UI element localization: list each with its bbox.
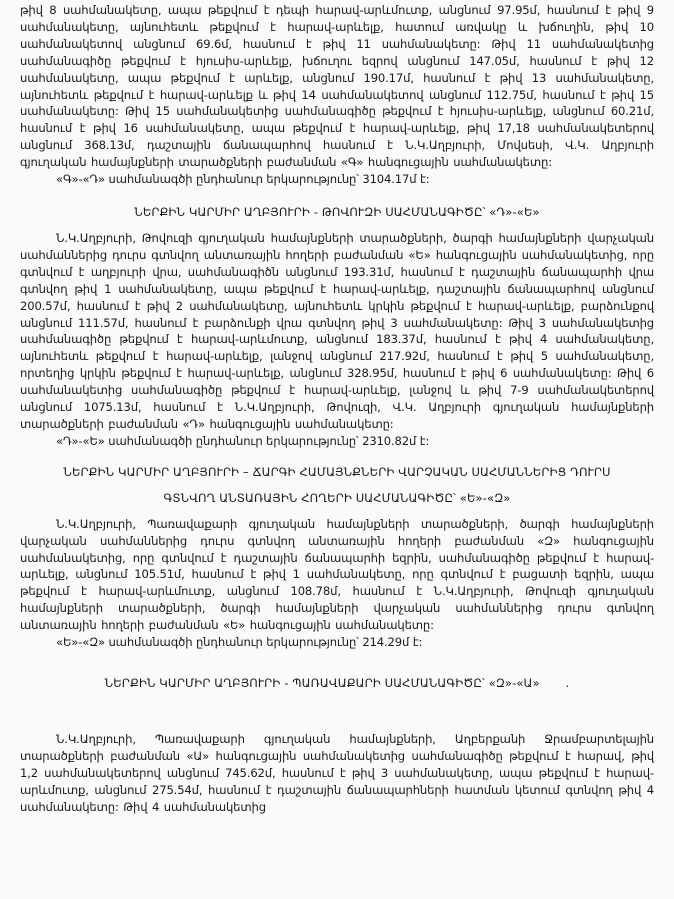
section-heading-e-z-line2: ԳՏՆՎՈՂ ԱՆՏԱՌԱՅԻՆ ՀՈՂԵՐԻ ՍԱՀՄԱՆԱԳԻԾԸ՝ «Ե»-«Զ»: [163, 490, 511, 505]
spacer: [20, 691, 654, 731]
spacer: [20, 220, 654, 230]
document-page: [20, 2, 654, 816]
section-heading-d-e: ՆԵՐՔԻՆ ԿԱՐՄԻՐ ԱՂԲՅՈՒՐԻ - ԹՈՎՈՒԶԻ ՍԱՀՄԱՆԱԳԻԾԸ՝ «Դ»-«Ե»: [134, 204, 540, 219]
spacer: [20, 480, 654, 490]
section-heading-z-a: [20, 675, 654, 691]
spacer: [20, 506, 654, 516]
spacer: [20, 450, 654, 464]
total-length-c-d: «Գ»-«Դ» սահմանագծի ընդհանուր երկարությունը՝ 3104.17մ է:: [56, 172, 430, 187]
spacer: [20, 188, 654, 204]
section-heading-e-z-line1: ՆԵՐՔԻՆ ԿԱՐՄԻՐ ԱՂԲՅՈՒՐԻ – ՃԱՐԳԻ ՀԱՄԱՅՆՔՆԵՐԻ ՎԱՐՉԱԿԱՆ ՍԱՀՄԱՆՆԵՐԻՑ ԴՈՒՐՍ: [63, 464, 611, 479]
paragraph-boundary-d-e: Ն.Կ.Աղբյուրի, Թովուզի գյուղական համայնքների տարածքների, ծարգի համայնքների վարչական սահմաններից դուրս գտնվող անտառային հողերի բաժանման «Ե» հանգուցային սահմանակետից, որը գտնվում է աղբյուրի վրա, սահմանագիծն անցնում 193.31մ, հասնում է դաշտային ճանապարհի վրա գտնվող թիվ 1 սահմանակետը, ապա թեքվում է հարավ-արևելք, դաշտային ճանապարհով անցնում 200.57մ, հասնում է թիվ 2 սահմանակետը, այնուհետև կրկին թեքվում է հարավ-արևելք, բարձունքով անցնում 111.57մ, հասնում է բարձունքի վրա գտնվող թիվ 3 սահմանակետը: Թիվ 3 սահմանակետից սահմանագիծը թեքվում է հարավ-արևմուտք, անցնում 183.37մ, հասնում է թիվ 4 սահմանակետը, այնուհետև թեքվում է հարավ-արևելք, լանջով անցնում 217.92մ, հասնում է թիվ 5 սահմանակետը, որտեղից կրկին թեքվում է հարավ-արևելք, անցնում 328.95մ, հասնում է թիվ 6 սահմանակետը: Թիվ 6 սահմանակետից սահմանագիծը թեքվում է հարավ-արևելք, լանջով և թիվ 7-9 սահմանակետերով անցնում 1075.13մ, հասնում է Ն.Կ.Աղբյուրի, Թովուզի, Վ.Կ. Աղբյուրի գյուղական համայնքների տարածքների բաժանման «Դ» հանգուցային սահմանակետը:: [20, 230, 654, 431]
paragraph-boundary-c-d-continued: թիվ 8 սահմանակետը, ապա թեքվում է դեպի հարավ-արևմուտք, անցնում 97.95մ, հասնում է թիվ 9 սահմանակետը, այնուհետև թեքվում է հարավ-արևելք, հատում առվակը և խճուղին, թիվ 10 սահմանակետով անցնում 69.6մ, հասնում է թիվ 11 սահմանակետը: Թիվ 11 սահմանակետից սահմանագիծը թեքվում է հյուսիս-արևելք, խճուղու եզրով անցնում 147.05մ, հասնում է թիվ 12 սահմանակետը, ապա թեքվում է արևելք, անցնում 190.17մ, հասնում է թիվ 13 սահմանակետը, այնուհետև թեքվում է հարավ-արևելք և թիվ 14 սահմանակետով անցնում 112.75մ, հասնում է թիվ 15 սահմանակետը: Թիվ 15 սահմանակետից սահմանագիծը թեքվում է հյուսիս-արևելք, անցնում 60.21մ, հասնում է թիվ 16 սահմանակետը, ապա թեքվում է հարավ-արևելք, թիվ 17,18 սահմանակետերով անցնում 368.13մ, դաշտային ճանապարհով հասնում է Ն.Կ.Աղբյուրի, Մովսեսի, Վ.Կ. Աղբյուրի գյուղական համայնքների տարածքների բաժանման «Գ» հանգուցային սահմանակետը:: [20, 3, 654, 170]
total-length-e-z: «Ե»-«Զ» սահմանագծի ընդհանուր երկարությունը՝ 214.29մ է:: [56, 635, 423, 650]
paragraph-boundary-z-a: Ն.Կ.Աղբյուրի, Պառավաքարի գյուղական համայնքների, Աղբերքանի Ջրամբարտելային տարածքների բաժանման «Ա» հանգուցային սահմանակետից սահմանագիծը թեքվում է հարավ, թիվ 1,2 սահմանակետերով անցնում 745.62մ, հասնում է թիվ 3 սահմանակետը, ապա թեքվում է հարավ-արևմուտք, անցնում 275.54մ, հասնում է դաշտային ճանապարհների հատման կետում գտնվող թիվ 4 սահմանակետը: Թիվ 4 սահմանակետից: [20, 732, 654, 814]
spacer: [20, 651, 654, 675]
trailing-mark: .: [565, 676, 570, 690]
section-heading-z-a-text: ՆԵՐՔԻՆ ԿԱՐՄԻՐ ԱՂԲՅՈՒՐԻ - ՊԱՌԱՎԱՔԱՐԻ ՍԱՀՄԱՆԱԳԻԾԸ՝ «Զ»-«Ա»: [104, 676, 540, 690]
total-length-d-e: «Դ»-«Ե» սահմանագծի ընդհանուր երկարությունը՝ 2310.82մ է:: [56, 433, 430, 448]
paragraph-boundary-e-z: Ն.Կ.Աղբյուրի, Պառավաքարի գյուղական համայնքների տարածքների, ծարգի համայնքների վարչական սահմաններից դուրս գտնվող անտառային հողերի բաժանման «Զ» հանգուցային սահմանակետից, որը գտնվում է դաշտային ճանապարհի եզրին, սահմանագիծը թեքվում է հարավ-արևելք, անցնում 105.51մ, հասնում է թիվ 1 սահմանակետը, որը գտնվում է բացատի եզրին, ապա թեքվում է հարավ-արևմուտք, անցնում 108.78մ, հասնում է Ն.Կ.Աղբյուրի, Թովուզի գյուղական համայնքների տարածքների, ծարգի համայնքների վարչական սահմաններից դուրս գտնվող անտառային հողերի բաժանման «Ե» հանգուցային սահմանակետը:: [20, 516, 654, 633]
